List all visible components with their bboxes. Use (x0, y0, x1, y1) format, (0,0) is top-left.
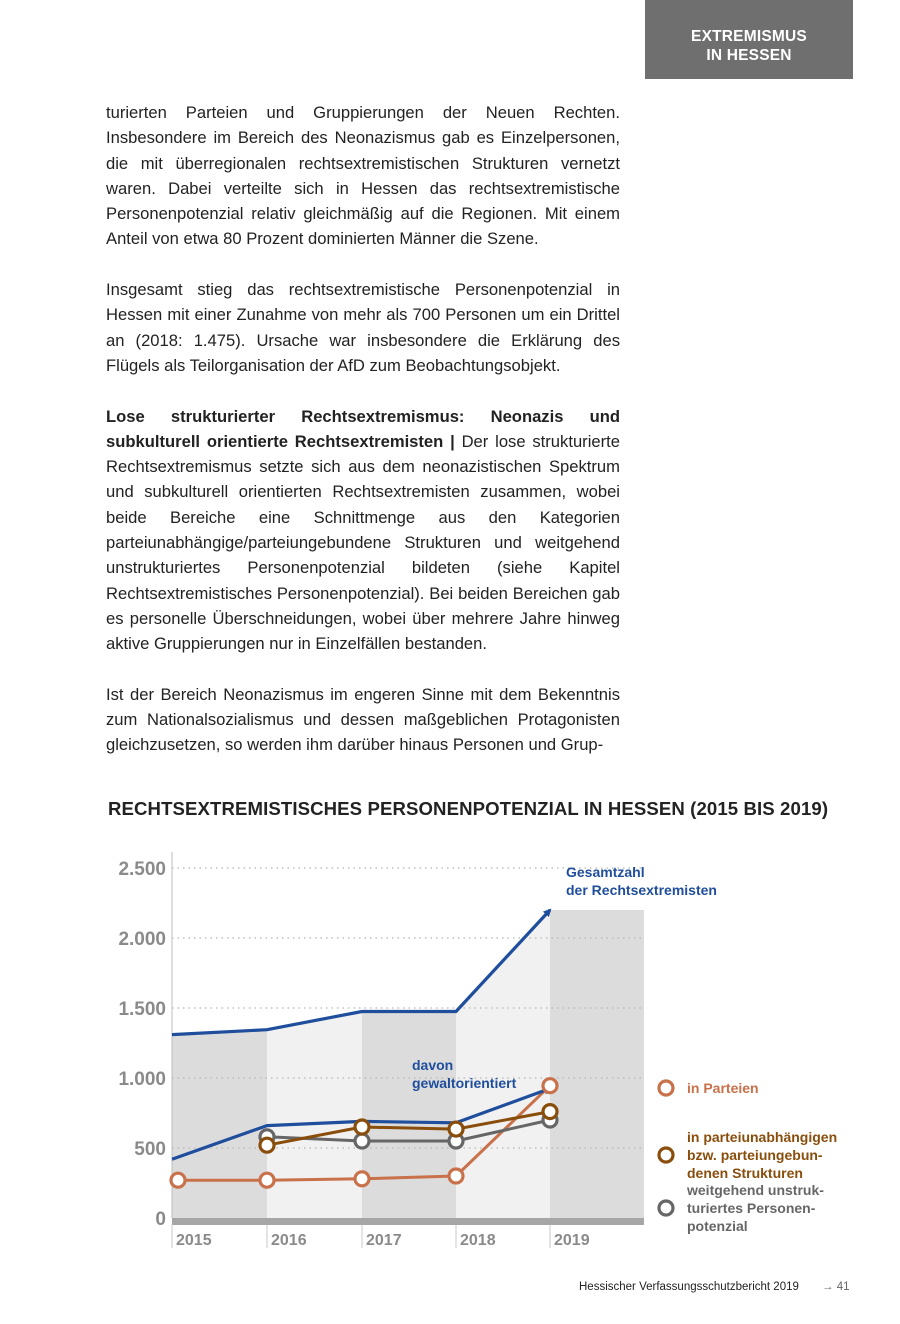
y-tick-label: 2.000 (118, 929, 166, 950)
chart-band-2015 (172, 1030, 267, 1218)
x-tick-label: 2019 (554, 1232, 590, 1249)
paragraph-3-heading: Lose strukturierter Rechtsextremismus: Neonazis und subkulturell orientierte Rechtsextremisten | (106, 406, 620, 451)
legend-marker (659, 1201, 673, 1215)
legend-label: in parteiunabhängigen (687, 1129, 838, 1145)
legend-marker (659, 1081, 673, 1095)
x-axis-baseline (172, 1218, 644, 1225)
y-tick-label: 1.500 (118, 999, 166, 1020)
paragraph-3 (106, 404, 620, 657)
x-tick-label: 2018 (460, 1232, 496, 1249)
legend-label: potenzial (687, 1218, 748, 1234)
series-label-gesamt-line1: Gesamtzahl (566, 864, 645, 880)
data-point-parteien (355, 1172, 369, 1186)
section-header-line2: IN HESSEN (706, 47, 792, 64)
chart-title: RECHTSEXTREMISTISCHES PERSONENPOTENZIAL IN HESSEN (2015 BIS 2019) (108, 798, 829, 819)
legend-label: in Parteien (687, 1080, 759, 1096)
chart-band-2016 (267, 1012, 362, 1219)
legend-label: bzw. parteiungebun- (687, 1147, 823, 1163)
series-label-gewalt-line2: gewaltorientiert (412, 1075, 517, 1091)
section-header-line1: EXTREMISMUS (691, 28, 807, 45)
paragraph-2: Insgesamt stieg das rechtsextremistische Personenpotenzial in Hessen mit einer Zunahme von mehr als 700 Personen um ein Drittel an (2018: 1.475). Ursache war insbesondere die Erklärung des Flügels als Teilorganisation der AfD zum Beobachtungsobjekt. (106, 280, 620, 375)
data-point-parteien (543, 1079, 557, 1093)
data-point-parteien (260, 1173, 274, 1187)
paragraph-4: Ist der Bereich Neonazismus im engeren Sinne mit dem Bekenntnis zum Nationalsozialismus und dessen maßgeblichen Protagonisten gleichzusetzen, so werden ihm darüber hinaus Personen und Grup- (106, 684, 620, 755)
x-tick-label: 2017 (366, 1232, 402, 1249)
legend-marker (659, 1148, 673, 1162)
legend-label: turiertes Personen- (687, 1200, 816, 1216)
legend-label: denen Strukturen (687, 1165, 803, 1181)
footer-title: Hessischer Verfassungsschutzbericht 2019 (579, 1281, 799, 1293)
line-chart (0, 840, 900, 1260)
legend-label: weitgehend unstruk- (687, 1182, 824, 1198)
data-point-unabh (355, 1120, 369, 1134)
data-point-unstruk (355, 1134, 369, 1148)
chart-band-2017 (362, 1012, 456, 1219)
x-tick-label: 2016 (271, 1232, 307, 1249)
series-label-gesamt-line2: der Rechtsextremisten (566, 882, 717, 898)
y-tick-label: 2.500 (118, 859, 166, 880)
y-tick-label: 0 (155, 1209, 166, 1230)
series-label-gewalt-line1: davon (412, 1057, 454, 1073)
y-tick-label: 1.000 (118, 1069, 166, 1090)
data-point-unabh (449, 1122, 463, 1136)
section-header-box (645, 0, 853, 79)
data-point-unabh (260, 1138, 274, 1152)
chart-band-2019 (550, 910, 644, 1218)
paragraph-3-text: Der lose strukturierte Rechtsextremismus setzte sich aus dem neonazistischen Spektrum und subkulturell orientierten Rechtsextremisten zusammen, wobei beide Bereiche eine Schnittmenge aus den Kategorien parteiunabhängige/parteiungebundene Strukturen und weitgehend unstrukturiertes Personenpotenzial bildeten (siehe Kapitel Rechtsextremistisches Personenpotenzial). Bei beiden Bereichen gab es personelle Überschneidungen, wobei über mehrere Jahre hinweg aktive Gruppierungen nur in Einzelfällen bestanden. (106, 431, 620, 654)
footer-page-number: → 41 (822, 1281, 850, 1293)
body-text-column (106, 100, 620, 783)
data-point-parteien (449, 1169, 463, 1183)
x-tick-label: 2015 (176, 1232, 212, 1249)
data-point-parteien (171, 1173, 185, 1187)
paragraph-1: turierten Parteien und Gruppierungen der Neuen Rechten. Insbesondere im Bereich des Neonazismus gab es Einzelpersonen, die mit überregionalen rechtsextremistischen Strukturen vernetzt waren. Dabei verteilte sich in Hessen das rechtsextremistische Personenpotenzial relativ gleichmäßig auf die Regionen. Mit einem Anteil von etwa 80 Prozent dominierten Männer die Szene. (106, 103, 620, 249)
y-tick-label: 500 (134, 1139, 166, 1160)
data-point-unabh (543, 1105, 557, 1119)
chart-band-2018 (456, 910, 550, 1218)
